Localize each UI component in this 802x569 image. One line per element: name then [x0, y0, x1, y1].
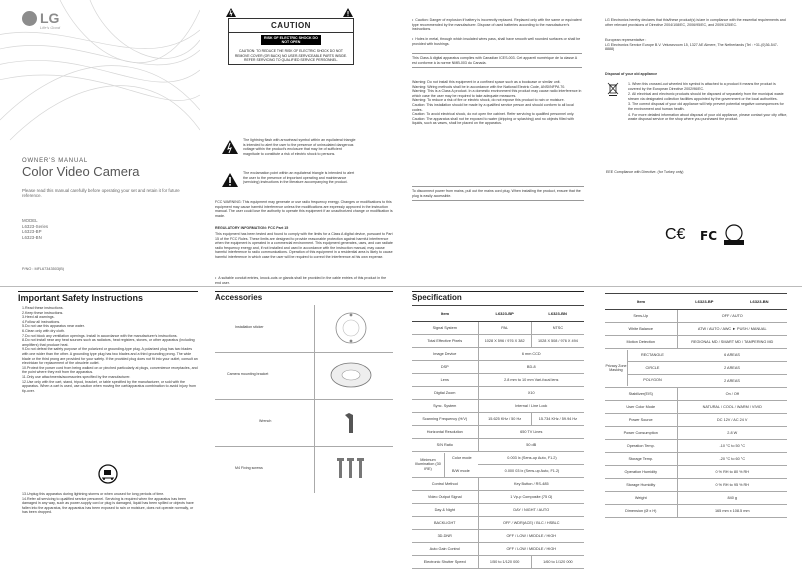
spec-row	[412, 426, 584, 439]
spec-cell-value: BD-8	[478, 361, 584, 374]
caution-text: CAUTION: TO REDUCE THE RISK OF ELECTRIC SHOCK DO NOT REMOVE COVER (OR BACK) NO USER-SERVICEABLE PARTS INSIDE. REFER SERVICING TO QUALIFIED SERVICE PERSONNEL.	[234, 49, 348, 62]
exclamation-warning-icon	[343, 8, 353, 17]
spec-cell-value: 840 g	[677, 492, 787, 505]
class-a-compliance: This Class A digital apparatus complies with Canadian ICES-003. Cet appareil numérique de la classe A est conforme à la norme NMB-003 du Canada.	[412, 53, 582, 68]
spec-cell-value: 0 % RH to 80 % RH	[677, 466, 787, 479]
safety-item: 13.Unplug this apparatus during lightning storms or when unused for long periods of time.	[22, 492, 165, 496]
electric-shock-risk-label: RISK OF ELECTRIC SHOCK DO NOT OPEN	[261, 35, 321, 45]
spec-cell-label: Control Method	[412, 478, 478, 491]
warning-item: Warning: To reduce a risk of fire or electric shock, do not expose this product to rain or moisture.	[412, 98, 565, 103]
safety-item: 4.Follow all instructions.	[22, 319, 61, 324]
safety-item: 5.Do not use this apparatus near water.	[22, 324, 85, 329]
spec-table	[412, 305, 584, 569]
spec-cell-value: On / Off	[677, 388, 787, 401]
spec-cell-value: 6 mm CCD	[478, 348, 584, 361]
spec-cell-label: Day & Night	[412, 504, 478, 517]
spec-row	[412, 374, 584, 387]
spec-cell-label: Sync. System	[412, 400, 478, 413]
model-list	[22, 218, 48, 240]
spec-header-cell: L6323-BN	[732, 294, 787, 310]
spec-cell-value: 50 dB	[478, 439, 584, 452]
spec-cell-label: Total Effective Pixels	[412, 335, 478, 348]
fcc-warning-text: FCC WARNING: This equipment may generate or use radio frequency energy. Changes or modifications to this equipment may cause harmful interference unless the modifications are expressly approved in the instruction manual. The user could lose the authority to operate this equipment if an unauthorized change or modification is made.	[215, 200, 393, 218]
disconnect-power-note: To disconnect power from mains, pull out the mains cord plug. When installing the product, ensure that the plug is easily accessible.	[412, 186, 584, 201]
spec-header-cell: L6323-BP	[478, 306, 531, 322]
spec-cell-label: Digital Zoom	[412, 387, 478, 400]
warning-item: Warning: Do not install this equipment in a confined space such as a bookcase or similar unit.	[412, 80, 561, 84]
cover-panel	[0, 0, 200, 283]
spec-header-cell: Item	[605, 294, 677, 310]
disposal-title: Disposal of your old appliance	[605, 72, 658, 76]
spec-cell-value: REGIONAL MD / SMART MD / TAMPERING MD	[677, 336, 787, 349]
spec-cell-value: 0.003 lx (Sens-up Auto, F1.2)	[507, 455, 557, 460]
spec-header-cell: L6323-BP	[677, 294, 732, 310]
spec-row	[412, 478, 584, 491]
spec-row	[605, 479, 787, 492]
disposal-list	[628, 82, 788, 122]
spec-cell-value: 0 % RH to 95 % RH	[677, 479, 787, 492]
spec-cell-value: OFF / LOW / MIDDLE / HIGH	[478, 543, 584, 556]
fcc-mark-icon	[700, 228, 718, 242]
safety-item: 3.Heed all warnings.	[22, 315, 55, 320]
caution-item: Caution: The apparatus shall not be exposed to water (dripping or splashing) and no objects filled with liquids, such as vases, shall be placed on the apparatus.	[412, 116, 574, 126]
lg-logo-text: LG	[40, 10, 60, 26]
regulatory-title: REGULATORY INFORMATION: FCC Part 15	[215, 226, 289, 230]
lightning-triangle-icon	[222, 140, 238, 154]
spec-row	[412, 504, 584, 517]
exclamation-symbol-description: The exclamation point within an equilateral triangle is intended to alert the user to the presence of important operating and maintenance (servicing) instructions in the literature accompanying the product.	[243, 171, 355, 185]
spec-row	[605, 492, 787, 505]
spec-row	[605, 505, 787, 518]
spec-row	[605, 453, 787, 466]
safety-item: 8.Do not install near any heat sources such as radiators, heat registers, stoves, or other apparatus (including amplifiers) that produce heat.	[22, 338, 195, 347]
spec-cell-value: -10 °C to 50 °C	[677, 440, 787, 453]
model-label: MODEL	[22, 218, 38, 223]
spec-cell-sublabel: RECTANGLE	[628, 350, 677, 362]
product-title: Color Video Camera	[22, 164, 140, 179]
spec-cell-label: Weight	[605, 492, 677, 505]
spec-row	[412, 543, 584, 556]
spec-cell-value: 0.000 03 lx (Sens-up Auto, F1.2)	[504, 468, 560, 473]
spec-cell-value: 1/60 to 1/120 000	[531, 556, 584, 569]
disposal-item: 3. The correct disposal of your old appliance will help prevent potential negative consequences for the environment and human health.	[628, 102, 784, 111]
spec-cell-sublabel: POLYGON	[643, 378, 662, 383]
spec-cell-value: X10	[478, 387, 584, 400]
spec-row	[605, 323, 787, 336]
safety-item: 14.Refer all servicing to qualified service personnel. Servicing is required when the apparatus has been damaged in any way, such as power-supply cord or plug is damaged, liquid has been spilled or objects have fallen into the apparatus, the apparatus has been exposed to rain or moisture, does not operate normally, or has been dropped.	[22, 496, 194, 515]
spec-cell-sublabel: CIRCLE	[628, 362, 677, 374]
wrench-icon	[343, 411, 363, 435]
ec-declaration: LG Electronics hereby declares that this/these product(s) is/are in compliance with the essential requirements and other relevant provisions of Directive 2004/108/EC, 2006/95/EC, and 2009/125/EC.	[605, 18, 786, 27]
spec-cell-label: DSP	[412, 361, 478, 374]
spec-cell-value: 2.8 W	[677, 427, 787, 440]
spec-cell-label: Stabilizer(EIS)	[605, 388, 677, 401]
accessories-title: Accessories	[215, 293, 263, 302]
ce-mark-icon: C€	[665, 226, 686, 243]
accessory-row: Wrench	[215, 399, 393, 447]
spec-cell-label: S/N Ratio	[412, 439, 478, 452]
spec-cell-value: NATURAL / COOL / WARM / VIVID	[677, 401, 787, 414]
accessory-row: Camera mounting bracket	[215, 352, 393, 400]
spec-cell-label: Horizontal Resolution	[412, 426, 478, 439]
caution-item: Caution: This installation should be made by a qualified service person and should conform to all local codes.	[412, 102, 574, 112]
lg-logo-tagline: Life's Good	[40, 25, 61, 30]
lightning-warning-icon	[226, 8, 236, 17]
spec-row	[412, 387, 584, 400]
accessory-row: Installation sticker	[215, 305, 393, 353]
spec-cell-value: DC 12V / AC 24 V	[677, 414, 787, 427]
part-number: P/NO : MFL67343503(B)	[22, 267, 64, 271]
spec-header-cell: Item	[412, 306, 478, 322]
spec-header-cell: L6323-BN	[531, 306, 584, 322]
model-item: L6323-Series	[22, 223, 49, 229]
spec-cell-value: -20 °C to 60 °C	[677, 453, 787, 466]
spec-cell-value: ATW / AUTO / AWC ► PUSH / MANUAL	[677, 323, 787, 336]
spec-cell-value: NTSC	[531, 322, 584, 335]
spec-cell-label: Storage Temp.	[605, 453, 677, 466]
spec-cell-sublabel: B/W mode	[452, 468, 470, 473]
spec-cell-value: 650 TV Lines	[478, 426, 584, 439]
regulatory-bullet: • A suitable conduit entries, knock-outs or glands shall be provided in the cable entries of this product in the end user.	[215, 276, 387, 285]
spec-cell-label: Video Output Signal	[412, 491, 478, 504]
spec-cell-value: 165 mm x 108.5 mm	[677, 505, 787, 518]
spec-cell-sublabel: Color mode	[452, 455, 472, 460]
spec-row	[412, 452, 584, 465]
safety-item: 9.Do not defeat the safety purpose of the polarized or grounding-type plug. A polarized plug has two blades with one wider than the other. A grounding type plug has two blades and a third grounding prong. The wide blade or the third prong are provided for your safety. If the provided plug does not fit into your outlet, consult an electrician for replacement of the obsolete outlet.	[22, 347, 198, 366]
spec-cell-value: DAY / NIGHT / AUTO	[478, 504, 584, 517]
safety-list-continued	[22, 492, 198, 515]
safety-item: 7.Do not block any ventilation openings. Install in accordance with the manufacturer's instructions.	[22, 333, 178, 338]
lg-logo	[22, 10, 62, 36]
spec-cell-label: Power Source	[605, 414, 677, 427]
spec-cell-label: Sens-Up	[605, 310, 677, 323]
specification-title: Specification	[412, 293, 462, 302]
spec-row	[605, 349, 787, 362]
battery-caution: • Caution: Danger of explosion if battery is incorrectly replaced. Replaced only with the same or equivalent type recommended by the manufacturer. Dispose of used batteries according to the manufacturer's instructions.	[412, 18, 582, 32]
spec-cell-label: Minimum Illumination (30 IRE)	[412, 453, 445, 477]
lightning-symbol-description: The lightning flash with arrowhead symbol within an equilateral triangle is intended to alert the user to the presence of uninsulated dangerous voltage within the product's enclosure that may be of sufficient magnitude to constitute a risk of electric shock to persons.	[243, 138, 356, 156]
spec-cell-label: Lens	[412, 374, 478, 387]
page-divider	[0, 286, 802, 287]
spec-cell-label: Scanning Frequency (H/V)	[412, 413, 478, 426]
spec-cell-label: Power Consumption	[605, 427, 677, 440]
spec-row	[605, 427, 787, 440]
spec-cell-value: 2 AREAS	[677, 375, 787, 388]
spec-row	[412, 413, 584, 426]
mounting-bracket-icon	[327, 358, 375, 392]
lg-logo-icon	[22, 11, 37, 26]
spec-cell-label: Privacy Zone Masking	[605, 350, 628, 386]
spec-cell-label: Auto Gain Control	[412, 543, 478, 556]
certification-mark-icon	[722, 224, 746, 246]
spec-row	[605, 466, 787, 479]
warning-item: Warning: This is a Class A product. In a domestic environment this product may cause radio interference in which case the user may be required to take adequate measures.	[412, 89, 582, 98]
safety-item: 10.Protect the power cord from being walked on or pinched particularly at plugs, convenience receptacles, and the point where they exit from the apparatus.	[22, 365, 198, 375]
safety-title: Important Safety Instructions	[18, 293, 144, 303]
safety-item: 11.Only use attachments/accessories specified by the manufacturer.	[22, 374, 131, 379]
spec-row	[412, 517, 584, 530]
spec-cell-label: Operation Temp.	[605, 440, 677, 453]
caution-title: CAUTION	[229, 19, 353, 33]
accessories-table	[215, 305, 393, 493]
spec-table-continued	[605, 293, 787, 518]
holes-note: • Holes in metal, through which insulated wires pass, shall have smooth well rounded surfaces or shall be provided with bushings.	[412, 37, 581, 46]
spec-row	[412, 348, 584, 361]
spec-cell-value: 15.625 KHz / 50 Hz	[478, 413, 531, 426]
read-manual-note: Please read this manual carefully before operating your set and retain it for future reference.	[22, 188, 180, 199]
spec-cell-value: 1/50 to 1/120 000	[478, 556, 531, 569]
spec-cell-value: 2.8 mm to 10 mm Vari-focal lens	[478, 374, 584, 387]
safety-item: 2.Keep these instructions.	[22, 310, 64, 315]
spec-cell-label: Image Device	[412, 348, 478, 361]
model-item: L6323-BP	[22, 229, 42, 235]
spec-cell-value: OFF / WDR(ACE) / BLC / HSBLC	[478, 517, 584, 530]
accessory-row: M4 Fixing screws	[215, 446, 393, 493]
owners-manual-label: OWNER'S MANUAL	[22, 158, 89, 164]
warnings-block	[412, 80, 584, 126]
spec-cell-label: Operation Humidity	[605, 466, 677, 479]
spec-header-row	[412, 306, 584, 322]
cart-tipover-warning-icon	[98, 464, 118, 484]
spec-cell-value: OFF / AUTO	[677, 310, 787, 323]
caution-item: Caution: To avoid electrical shock, do not open the cabinet. Refer servicing to qualified personnel only.	[412, 112, 575, 117]
spec-cell-value: PAL	[478, 322, 531, 335]
spec-cell-label: Signal System	[412, 322, 478, 335]
spec-row	[605, 310, 787, 323]
spec-cell-value: 1028 X 508 / 976 X 494	[531, 335, 584, 348]
disposal-item: 2. All electrical and electronic products should be disposed of separately from the municipal waste stream via designated collection facilities appointed by the government or the local authorities.	[628, 92, 784, 101]
spec-row	[412, 491, 584, 504]
spec-cell-value: Key Button / RS-485	[478, 478, 584, 491]
safety-item: 1.Read these instructions.	[22, 306, 64, 310]
spec-cell-label: Storage Humidity	[605, 479, 677, 492]
disposal-item: 4. For more detailed information about disposal of your old appliance, please contact your city office, waste disposal service or the shop where you purchased the product.	[628, 112, 788, 122]
spec-row	[605, 401, 787, 414]
spec-cell-label: 3D-DNR	[412, 530, 478, 543]
caution-box	[228, 18, 354, 65]
warning-item: Warning: Wiring methods shall be in accordance with the National Electric Code, ANSI/NFPA 70.	[412, 84, 566, 89]
spec-cell-value: 15.734 KHz / 59.94 Hz	[531, 413, 584, 426]
spec-row	[412, 439, 584, 452]
safety-list	[22, 306, 198, 393]
european-representative: European representative : LG Electronics Service Europe B.V. Veluwezoom 15, 1327 AE Almere, The Netherlands (Tel : +31-(0)36-547-8888)	[605, 38, 778, 52]
spec-cell-label: BACKLIGHT	[412, 517, 478, 530]
spec-row	[605, 388, 787, 401]
spec-cell-value: 6 AREAS	[677, 349, 787, 362]
eee-compliance: EEE Compliance with Directive. (for Turkey only)	[606, 170, 684, 174]
spec-cell-label: Motion Detection	[605, 336, 677, 349]
spec-row	[605, 336, 787, 349]
spec-row	[412, 322, 584, 335]
installation-sticker-icon	[333, 311, 369, 345]
spec-cell-label: Dimension (Ø x H)	[605, 505, 677, 518]
safety-item: 6.Clean only with dry cloth.	[22, 328, 65, 333]
regulatory-text: This equipment has been tested and found to comply with the limits for a Class A digital device, pursuant to Part 15 of the FCC Rules. These limits are designed to provide reasonable protection against harmful interference when the equipment is operated in a commercial environment. This equipment generates, uses, and can radiate radio frequency energy and, if not installed and used in accordance with the instruction manual, may cause harmful interference to radio communications. Operation of this equipment in a residential area is likely to cause harmful interference in which case the user will be required to correct the interference at his own expense.	[215, 232, 393, 259]
exclamation-triangle-icon	[222, 173, 238, 187]
spec-cell-value: 1 Vp-p Composite (75 Ω)	[478, 491, 584, 504]
spec-cell-value: Internal / Line Lock	[478, 400, 584, 413]
spec-row	[412, 361, 584, 374]
screws-icon	[335, 456, 371, 484]
crossed-wheelie-bin-icon	[607, 82, 619, 96]
spec-header-row	[605, 294, 787, 310]
spec-cell-value: 2 AREAS	[677, 362, 787, 375]
svg-text:FC: FC	[700, 229, 718, 242]
spec-row	[412, 335, 584, 348]
spec-cell-value: OFF / LOW / MIDDLE / HIGH	[478, 530, 584, 543]
spec-cell-value: 1028 X 596 / 976 X 382	[478, 335, 531, 348]
spec-cell-label: White Balance	[605, 323, 677, 336]
spec-row	[605, 440, 787, 453]
safety-item: 12.Use only with the cart, stand, tripod, bracket, or table specified by the manufacturer, or sold with the apparatus. When a cart is used, use caution when moving the cart/apparatus combination to avoid injury from tip-over.	[22, 379, 196, 393]
model-item: L6323-BN	[22, 234, 42, 240]
spec-row	[412, 400, 584, 413]
disposal-item: 1. When this crossed-out wheeled bin symbol is attached to a product it means the product is covered by the European Directive 2002/96/EC.	[628, 82, 776, 91]
spec-cell-label: Electronic Shutter Speed	[412, 556, 478, 569]
spec-cell-label: User Color Mode	[605, 401, 677, 414]
spec-row	[605, 414, 787, 427]
spec-row	[412, 530, 584, 543]
